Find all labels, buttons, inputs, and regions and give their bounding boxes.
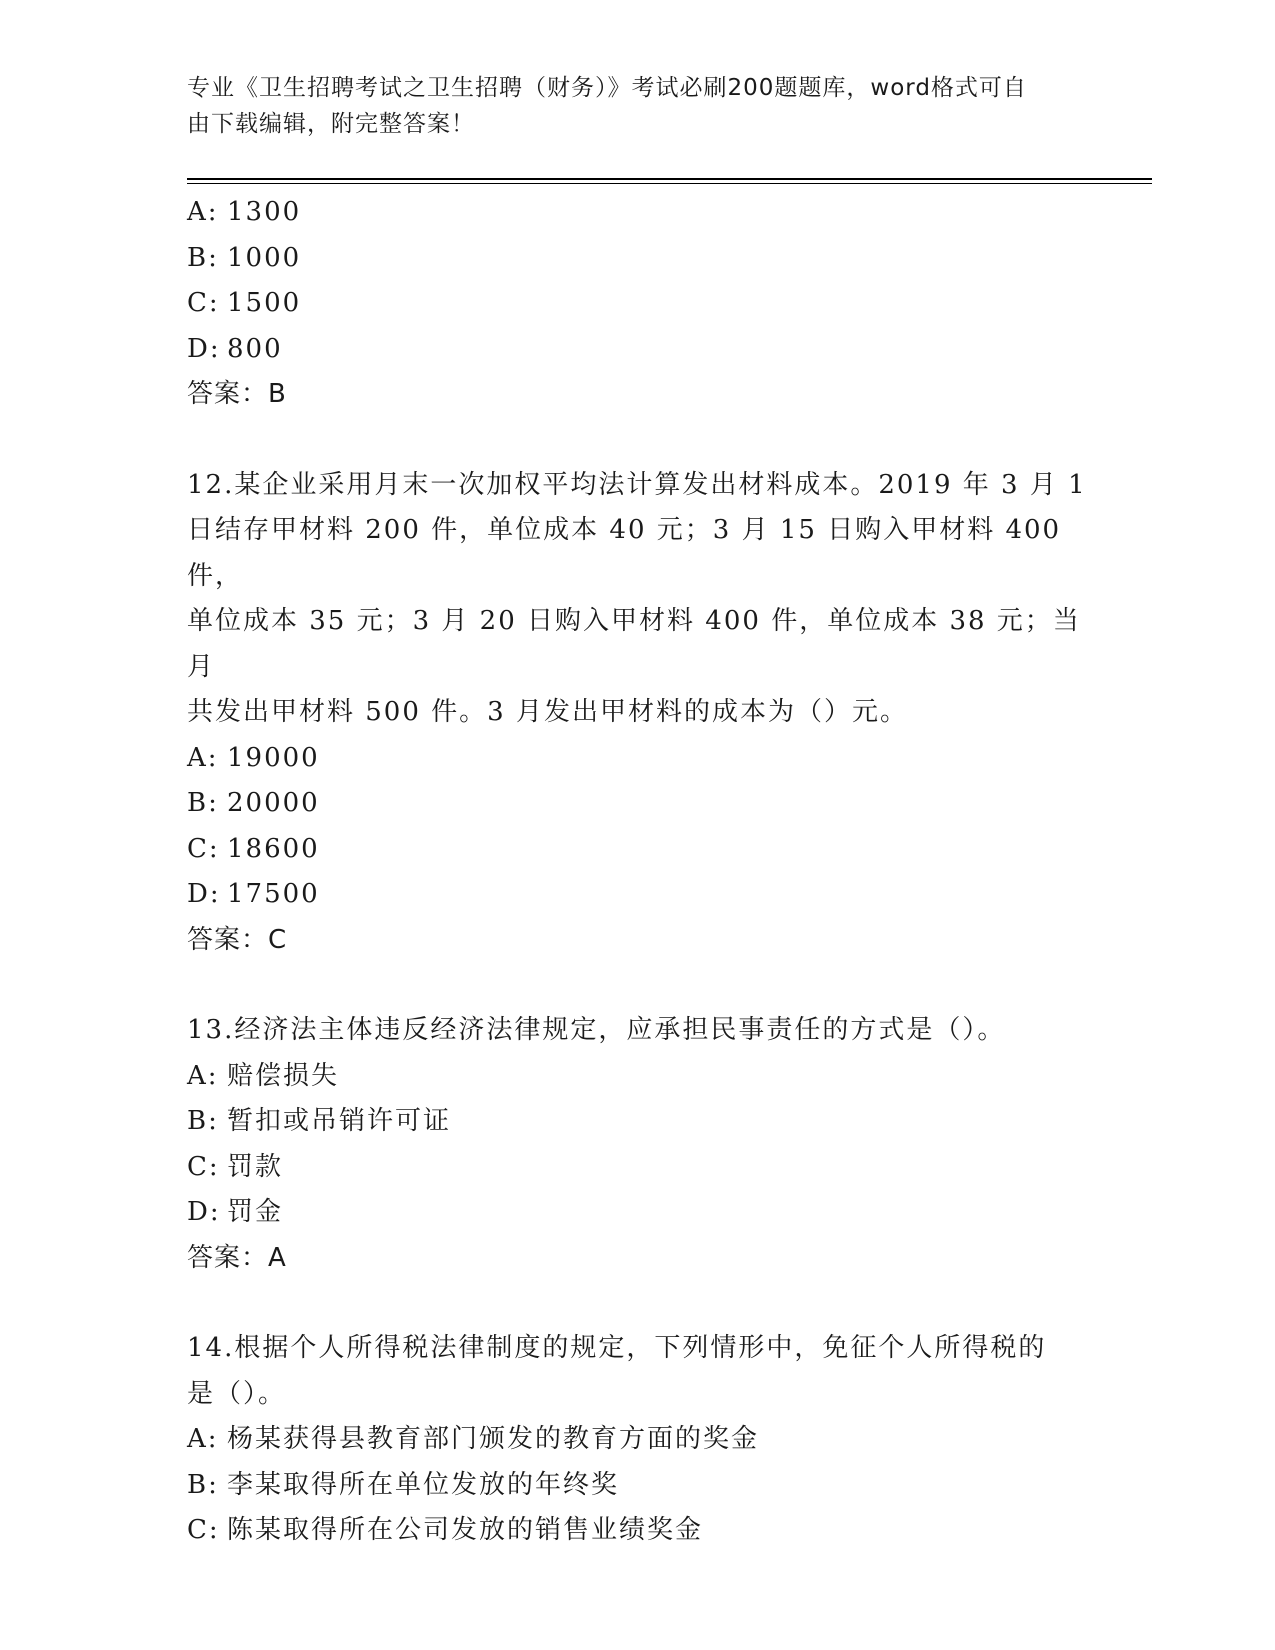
answer-line: 答案：A (187, 1242, 287, 1273)
option-a (187, 1054, 1087, 1100)
option-b (187, 236, 1087, 282)
option-text: 1300 (227, 197, 302, 227)
option-d (187, 872, 1087, 918)
question-13 (187, 1008, 1087, 1281)
option-label: B: (187, 242, 219, 273)
option-label: A: (187, 197, 219, 227)
stem-line: 单位成本 35 元；3 月 20 日购入甲材料 400 件，单位成本 38 元；当月 (187, 606, 1081, 682)
option-text: 杨某获得县教育部门颁发的教育方面的奖金 (227, 1424, 760, 1454)
option-label: C: (187, 1515, 220, 1545)
option-text: 罚款 (227, 1151, 284, 1182)
stem-line: 12.某企业采用月末一次加权平均法计算发出材料成本。2019 年 3 月 1 (187, 469, 1087, 500)
option-b (187, 781, 1087, 827)
option-text: 罚金 (227, 1197, 284, 1227)
option-c (187, 827, 1087, 873)
option-label: B: (187, 1106, 219, 1136)
option-text: 暂扣或吊销许可证 (227, 1106, 452, 1136)
spacer (187, 963, 1087, 1008)
option-label: D: (187, 1197, 221, 1227)
option-text: 20000 (227, 788, 320, 818)
stem-line: 共发出甲材料 500 件。3 月发出甲材料的成本为（）元。 (187, 697, 908, 727)
option-text: 800 (227, 333, 283, 364)
question-stem (187, 1008, 1087, 1054)
option-label: B: (187, 788, 219, 818)
option-b (187, 1099, 1087, 1145)
option-label: A: (187, 742, 219, 773)
option-c (187, 281, 1087, 327)
stem-line: 是（）。 (187, 1378, 287, 1409)
stem-line: 日结存甲材料 200 件，单位成本 40 元；3 月 15 日购入甲材料 400 件， (187, 515, 1062, 591)
question-content (187, 190, 1087, 1554)
option-a (187, 736, 1087, 782)
header-line-1: 专业《卫生招聘考试之卫生招聘（财务）》考试必刷200题题库，word格式可自 (187, 75, 1027, 101)
option-text: 17500 (227, 879, 320, 909)
option-label: B: (187, 1469, 219, 1500)
option-a (187, 1417, 1087, 1463)
option-text: 1000 (227, 242, 302, 273)
option-c (187, 1145, 1087, 1191)
header-divider-thin (187, 183, 1152, 184)
question-14 (187, 1326, 1087, 1554)
stem-line: 13.经济法主体违反经济法律规定，应承担民事责任的方式是（）。 (187, 1015, 1006, 1045)
option-d (187, 1190, 1087, 1236)
question-11 (187, 190, 1087, 418)
header-line-2: 由下载编辑，附完整答案！ (187, 111, 475, 137)
option-text: 李某取得所在单位发放的年终奖 (227, 1469, 620, 1500)
answer-line: 答案：B (187, 379, 287, 409)
question-stem (187, 1326, 1087, 1417)
option-label: C: (187, 1151, 220, 1182)
option-a (187, 190, 1087, 236)
header-divider-thick (187, 178, 1152, 180)
option-text: 1500 (227, 288, 302, 318)
document-header (187, 70, 1067, 142)
option-label: C: (187, 833, 220, 864)
option-label: A: (187, 1060, 219, 1091)
answer-line: 答案：C (187, 924, 288, 955)
option-text: 19000 (227, 742, 320, 773)
option-label: C: (187, 288, 220, 318)
option-c (187, 1508, 1087, 1554)
stem-line: 14.根据个人所得税法律制度的规定，下列情形中，免征个人所得税的 (187, 1333, 1047, 1363)
option-label: D: (187, 879, 221, 909)
option-text: 赔偿损失 (227, 1060, 340, 1091)
spacer (187, 418, 1087, 463)
option-label: A: (187, 1424, 219, 1454)
question-stem (187, 463, 1087, 736)
option-b (187, 1463, 1087, 1509)
option-d (187, 327, 1087, 373)
option-text: 18600 (227, 833, 320, 864)
option-label: D: (187, 333, 221, 364)
question-12 (187, 463, 1087, 964)
spacer (187, 1281, 1087, 1326)
option-text: 陈某取得所在公司发放的销售业绩奖金 (227, 1515, 704, 1545)
